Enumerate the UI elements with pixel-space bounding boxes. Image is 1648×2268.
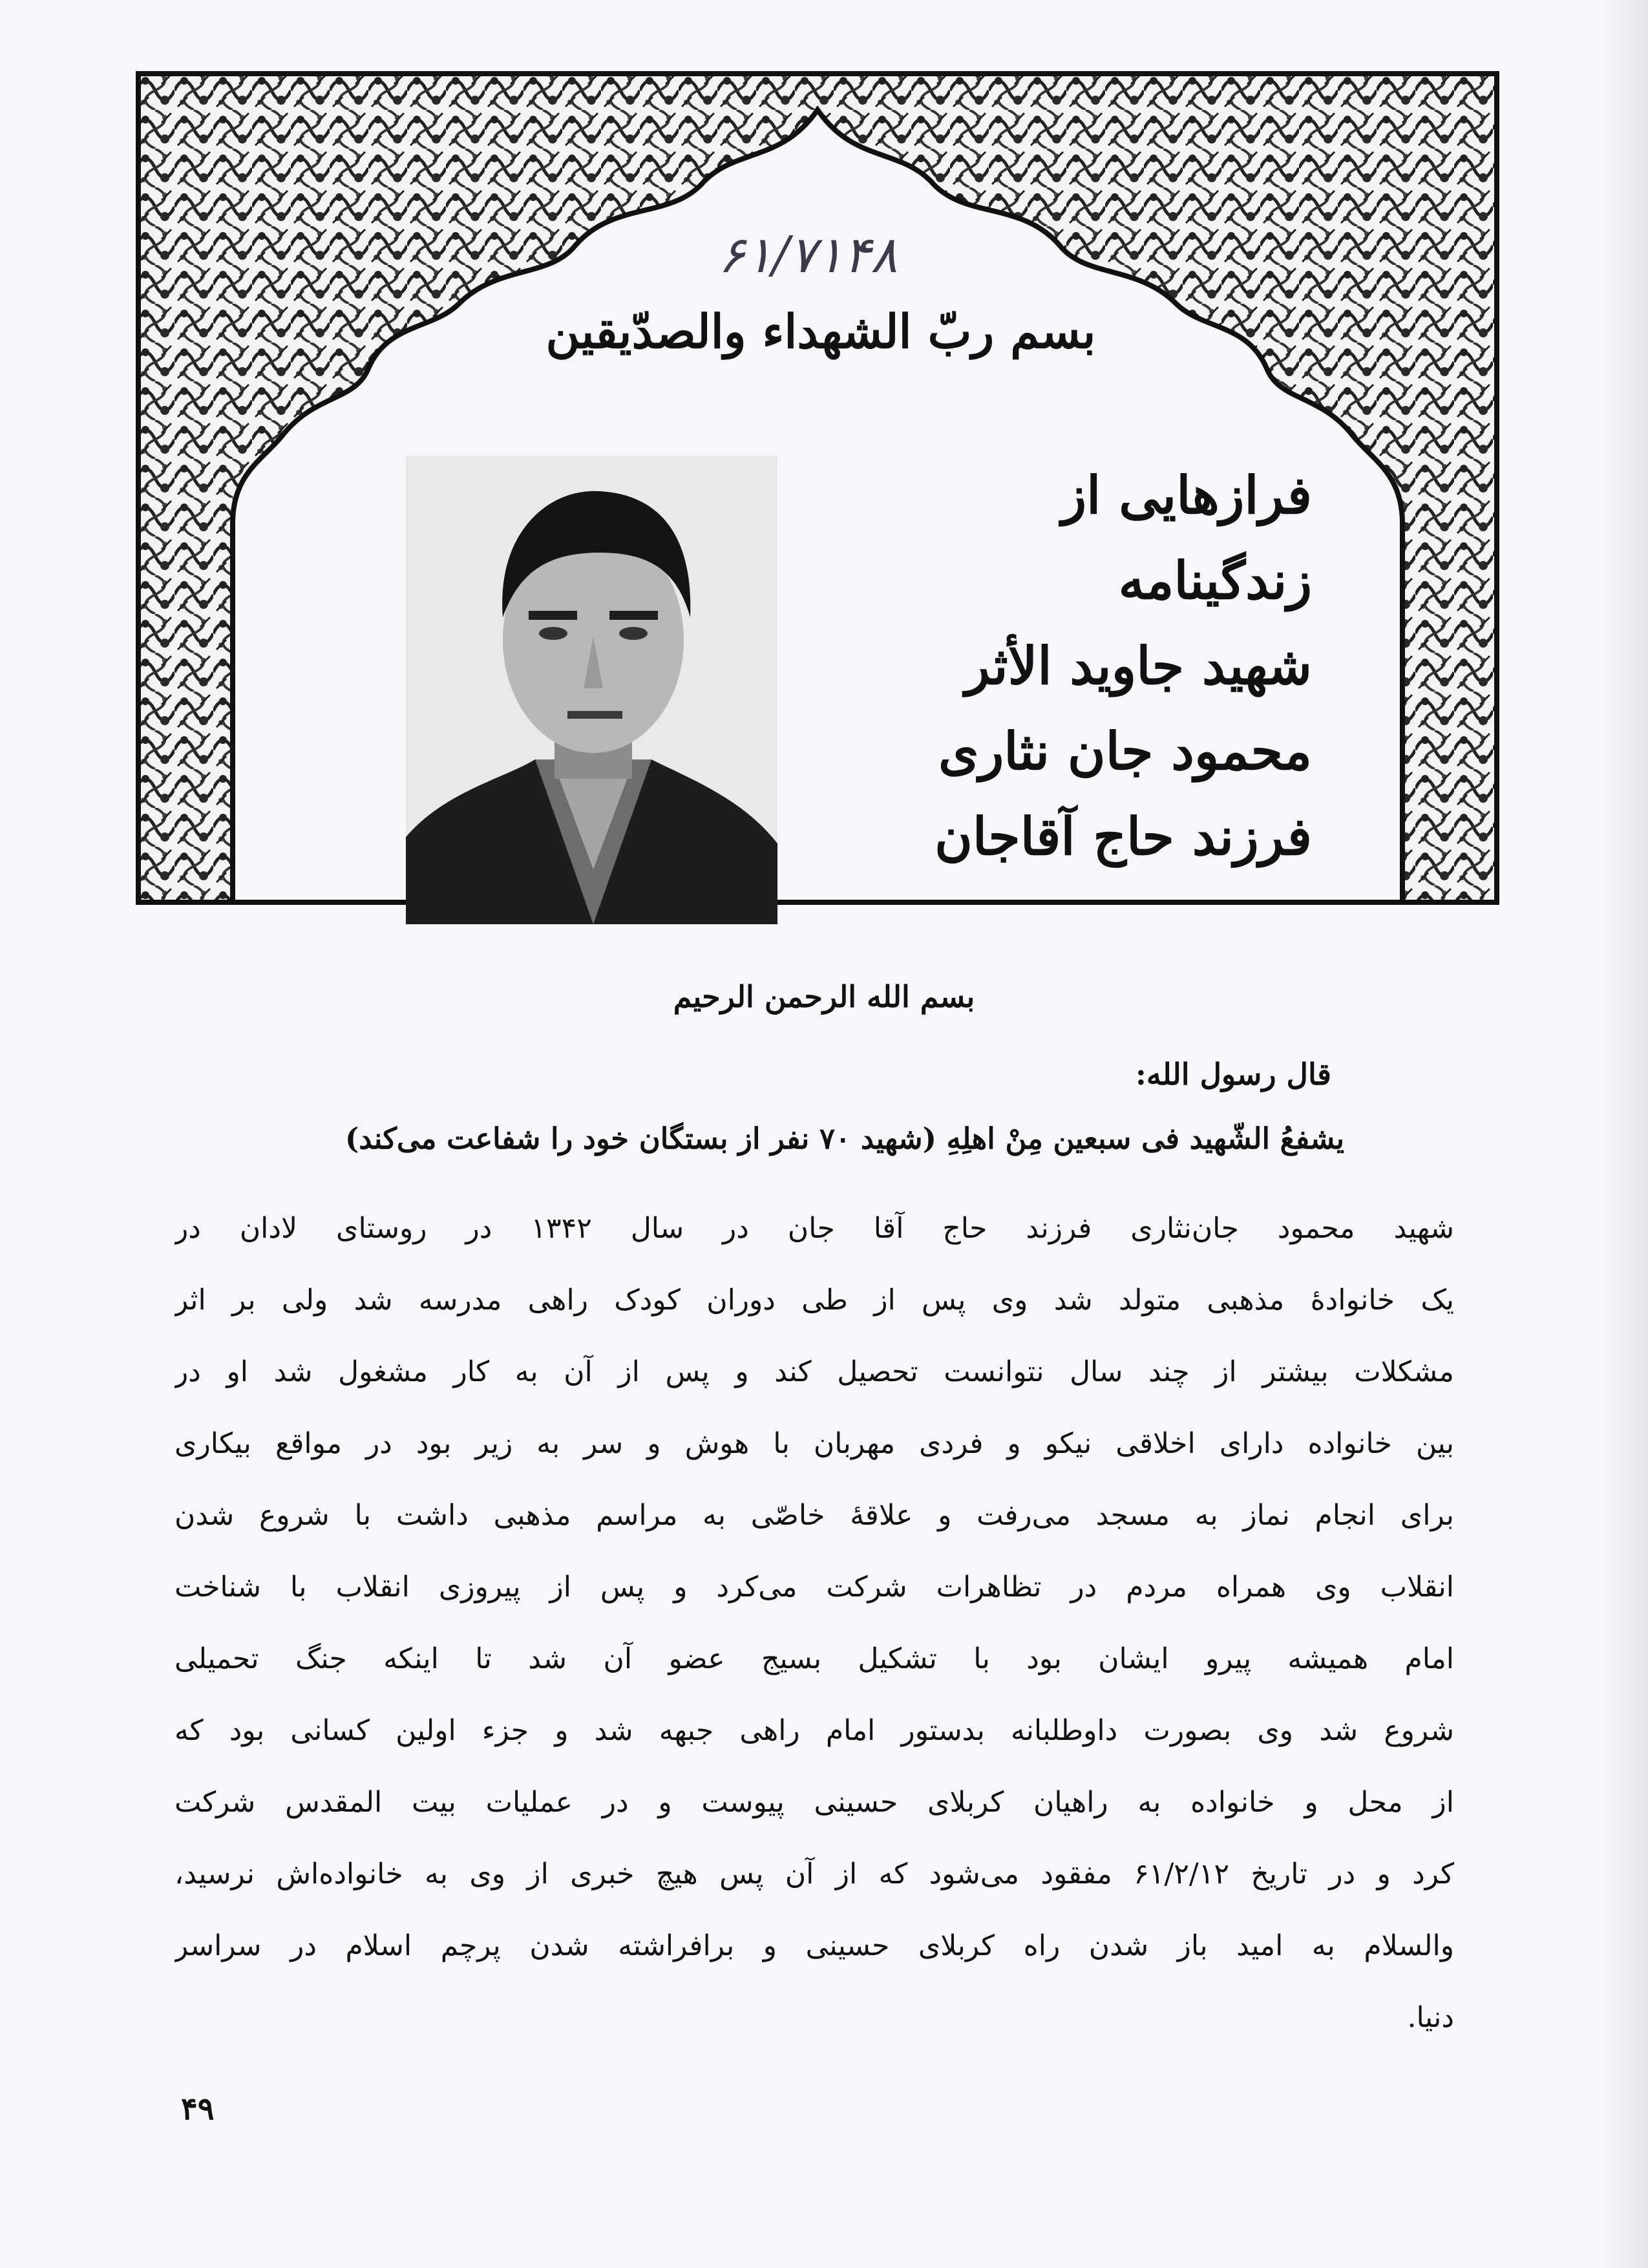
title-line: شهید جاوید الأثر — [965, 635, 1312, 696]
body-line: شروع شد وی بصورت داوطلبانه بدستور امام راهی جبهه شد و جزء اولین کسانی بود که — [174, 1714, 1454, 1747]
title-line: فرزند حاج آقاجان — [935, 806, 1312, 867]
body-line: والسلام به امید باز شدن راه کربلای حسینی و برافراشته شدن پرچم اسلام در سراسر — [174, 1929, 1454, 1962]
basmala: بسم الله الرحمن الرحیم — [673, 979, 975, 1014]
page-number: ۴۹ — [181, 2091, 215, 2127]
body-line: مشکلات بیشتر از چند سال نتوانست تحصیل کند و پس از آن به کار مشغول شد او در — [174, 1355, 1454, 1388]
body-line: بین خانواده دارای اخلاقی نیکو و فردی مهربان با هوش و سر به زیر بود در مواقع بیکاری — [174, 1427, 1454, 1460]
body-line: برای انجام نماز به مسجد می‌رفت و علاقهٔ خاصّی به مراسم مذهبی داشت با شروع شدن — [174, 1499, 1454, 1532]
title-line: محمود جان نثاری — [938, 721, 1312, 781]
body-line: از محل و خانواده به راهیان کربلای حسینی پیوست و در عملیات بیت المقدس شرکت — [174, 1786, 1454, 1819]
invocation-heading: بسم ربّ الشهداء والصدّیقین — [545, 304, 1096, 359]
biography-body — [174, 1192, 1454, 2033]
hadith-quote: یشفعُ الشّهید فی سبعین مِنْ اهلِهِ (شهید ۷۰ نفر از بستگان خود را شفاعت می‌کند) — [344, 1121, 1344, 1156]
body-line: امام همیشه پیرو ایشان بود با تشکیل بسیج عضو آن شد تا اینکه جنگ تحمیلی — [174, 1642, 1454, 1675]
title-line: زندگینامه — [1118, 550, 1312, 611]
title-line: فرازهایی از — [1061, 465, 1312, 525]
said-prophet-label: قال رسول الله: — [1135, 1057, 1331, 1092]
handwritten-archive-number: ۶۱/۷۱۴۸ — [718, 226, 898, 284]
biography-title — [892, 452, 1312, 879]
scan-edge — [1603, 0, 1648, 2268]
body-line: شهید محمود جان‌نثاری فرزند حاج آقا جان در سال ۱۳۴۲ در روستای لادان در — [174, 1212, 1454, 1245]
body-line: کرد و در تاریخ ۶۱/۲/۱۲ مفقود می‌شود که از آن پس هیچ خبری از وی به خانواده‌اش نرسید، — [174, 1858, 1454, 1891]
body-line: یک خانوادهٔ مذهبی متولد شد وی پس از طی دوران کودک راهی مدرسه شد ولی بر اثر — [174, 1284, 1454, 1317]
body-line: انقلاب وی همراه مردم در تظاهرات شرکت می‌کرد و پس از پیروزی انقلاب با شناخت — [174, 1571, 1454, 1604]
body-line: دنیا. — [1407, 2001, 1454, 2034]
portrait-photo — [406, 456, 777, 924]
